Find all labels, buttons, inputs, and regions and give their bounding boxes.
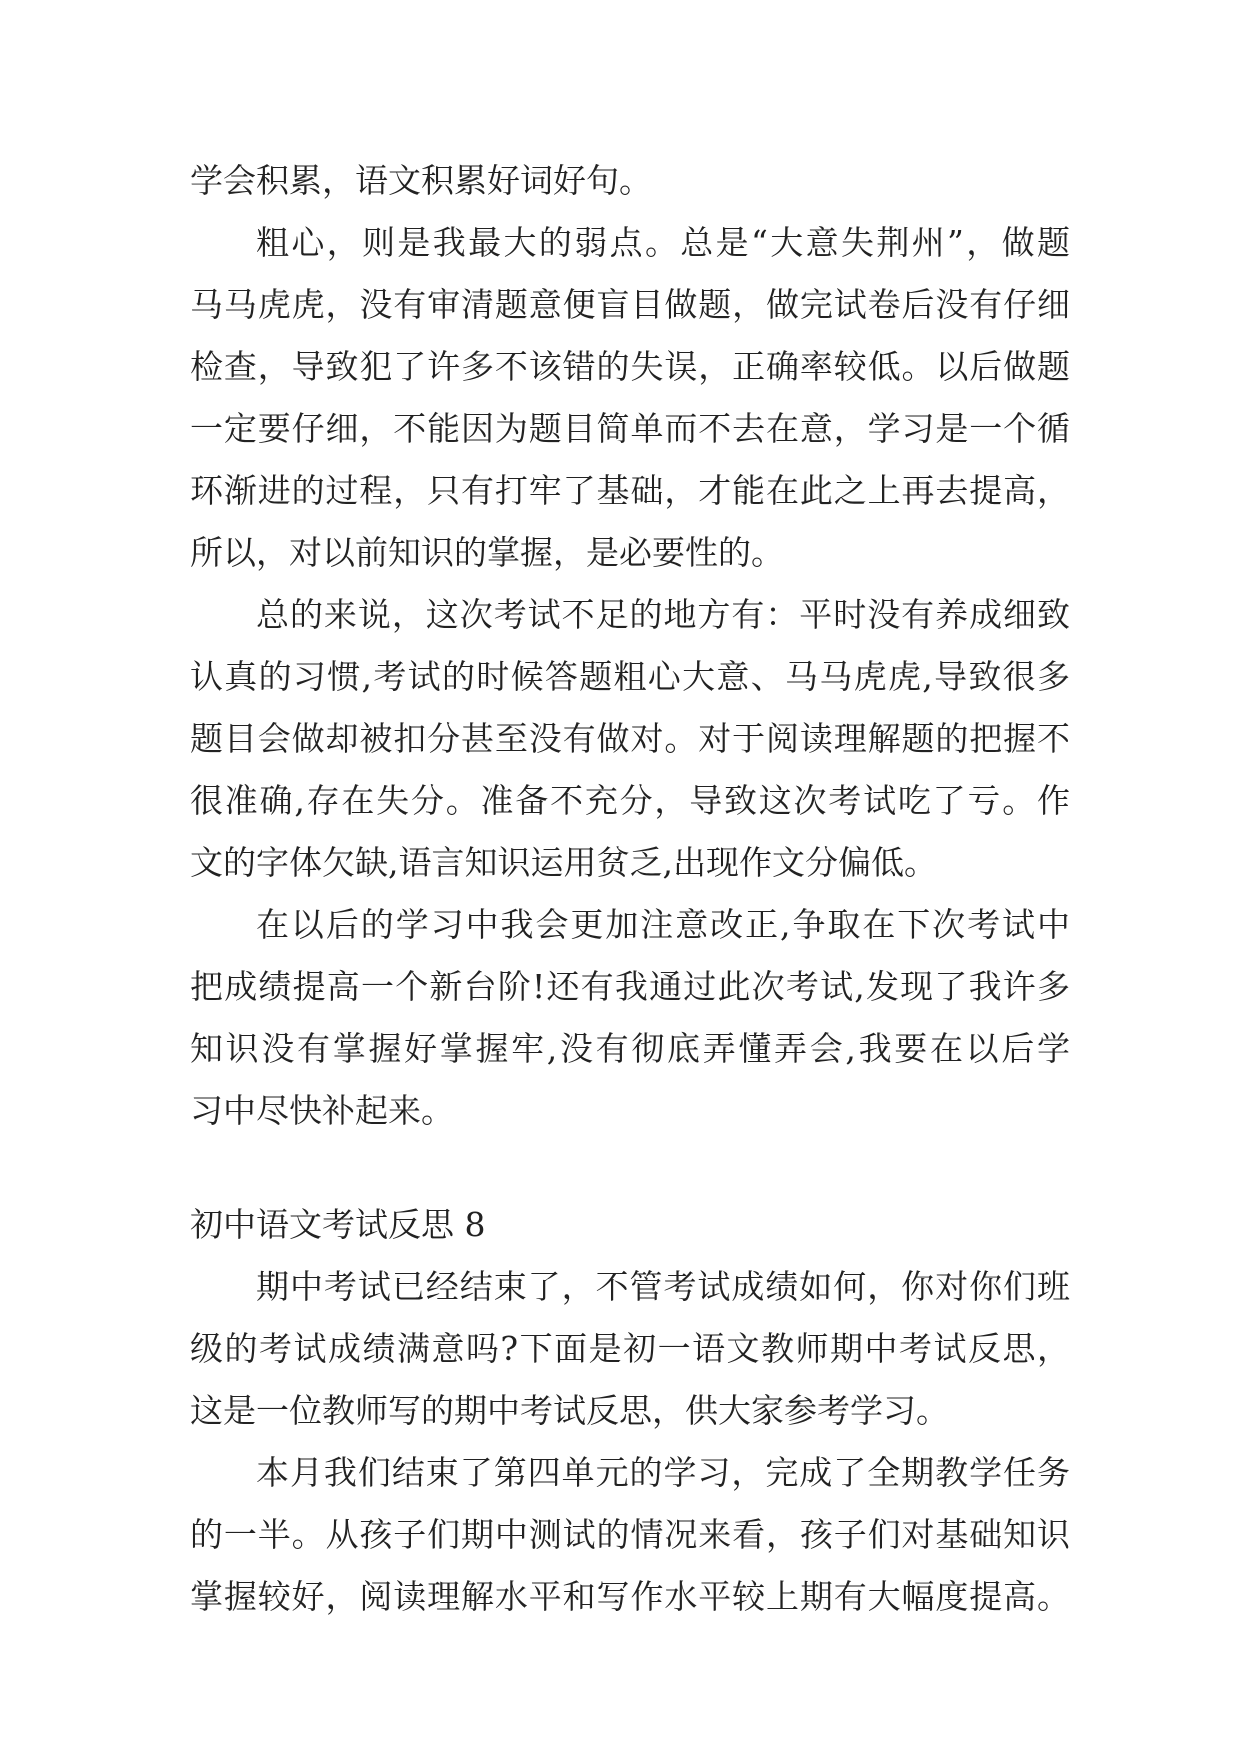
paragraph: [190, 584, 1070, 894]
text-line: 这是一位教师写的期中考试反思，供大家参考学习。: [190, 1391, 949, 1430]
text-line: 粗心，则是我最大的弱点。总是“大意失荆州”，做题: [256, 223, 1070, 262]
text-line: 马马虎虎，没有审清题意便盲目做题，做完试卷后没有仔细: [190, 285, 1070, 324]
text-line: 总的来说，这次考试不足的地方有：平时没有养成细致: [256, 595, 1070, 634]
text-line: 环渐进的过程，只有打牢了基础，才能在此之上再去提高，: [190, 471, 1070, 510]
text-line: 级的考试成绩满意吗?下面是初一语文教师期中考试反思，: [190, 1329, 1070, 1368]
paragraph: [190, 1442, 1070, 1628]
text-line: 知识没有掌握好掌握牢,没有彻底弄懂弄会,我要在以后学: [190, 1029, 1070, 1068]
paragraph: [190, 894, 1070, 1142]
paragraph: [190, 150, 1070, 212]
text-line: 很准确,存在失分。准备不充分，导致这次考试吃了亏。作: [190, 781, 1070, 820]
text-line: 的一半。从孩子们期中测试的情况来看，孩子们对基础知识: [190, 1515, 1070, 1554]
text-line: 本月我们结束了第四单元的学习，完成了全期教学任务: [256, 1453, 1070, 1492]
text-line: 文的字体欠缺,语言知识运用贫乏,出现作文分偏低。: [190, 843, 937, 882]
document-body: [190, 150, 1070, 1628]
text-line: 掌握较好，阅读理解水平和写作水平较上期有大幅度提高。: [190, 1577, 1070, 1616]
text-line: 在以后的学习中我会更加注意改正,争取在下次考试中: [256, 905, 1070, 944]
section-spacer: [190, 1142, 1070, 1194]
text-line: 所以，对以前知识的掌握，是必要性的。: [190, 533, 784, 572]
text-line: 习中尽快补起来。: [190, 1091, 454, 1130]
text-line: 期中考试已经结束了，不管考试成绩如何，你对你们班: [256, 1267, 1070, 1306]
text-line: 把成绩提高一个新台阶!还有我通过此次考试,发现了我许多: [190, 967, 1070, 1006]
paragraph: [190, 212, 1070, 584]
text-line: 检查，导致犯了许多不该错的失误，正确率较低。以后做题: [190, 347, 1070, 386]
text-line: 题目会做却被扣分甚至没有做对。对于阅读理解题的把握不: [190, 719, 1070, 758]
paragraph: [190, 1256, 1070, 1442]
section-heading: 初中语文考试反思 8: [190, 1205, 486, 1244]
text-line: 认真的习惯,考试的时候答题粗心大意、马马虎虎,导致很多: [190, 657, 1070, 696]
text-line: 一定要仔细，不能因为题目简单而不去在意，学习是一个循: [190, 409, 1070, 448]
text-line: 学会积累，语文积累好词好句。: [190, 161, 652, 200]
